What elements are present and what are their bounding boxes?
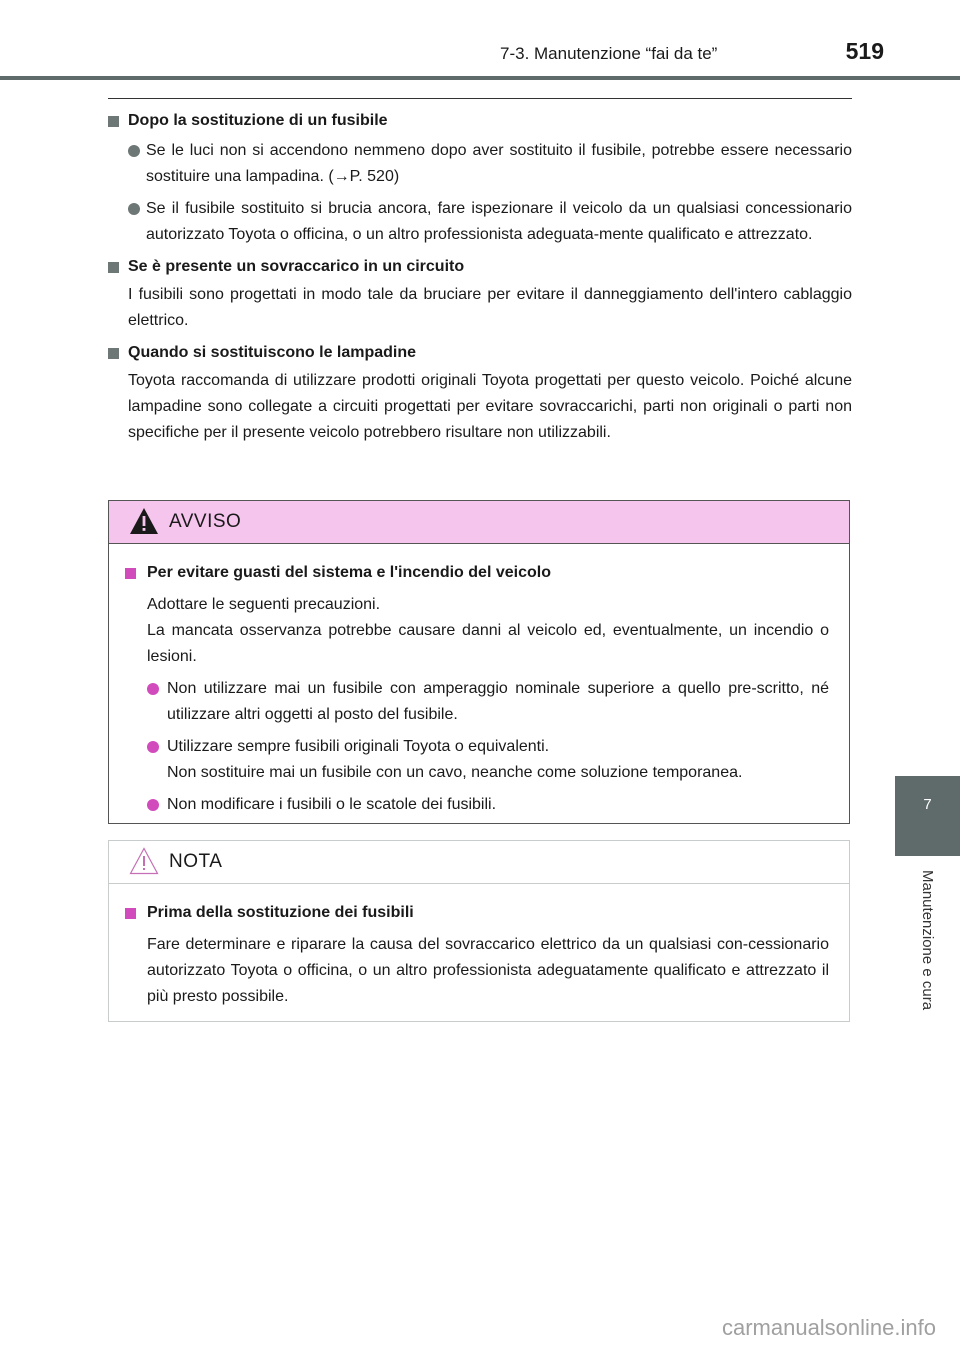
chapter-number: 7	[923, 796, 932, 813]
dot-bullet-icon	[128, 145, 140, 157]
notice-box	[108, 840, 850, 1022]
section-paragraph: I fusibili sono progettati in modo tale da bruciare per evitare il danneggiamento dell'intero cablaggio elettrico.	[128, 286, 852, 329]
square-bullet-icon	[125, 908, 136, 919]
warning-intro: Adottare le seguenti precauzioni. La mancata osservanza potrebbe causare danni al veicolo ed, eventualmente, un incendio o lesioni.	[147, 596, 829, 665]
warning-box	[108, 500, 850, 824]
list-item: Non utilizzare mai un fusibile con amperaggio nominale superiore a quello pre-scritto, né utilizzare altri oggetti al posto del fusibile.	[125, 676, 829, 728]
section-heading: Dopo la sostituzione di un fusibile	[108, 108, 852, 134]
square-bullet-icon	[108, 262, 119, 273]
notice-box-title: NOTA	[169, 851, 223, 872]
header-section-title: 7-3. Manutenzione “fai da te”	[500, 44, 718, 63]
list-item: Utilizzare sempre fusibili originali Toyota o equivalenti. Non sostituire mai un fusibile con un cavo, neanche come soluzione temporanea.	[125, 734, 829, 786]
square-bullet-icon	[125, 568, 136, 579]
dot-bullet-icon	[147, 683, 159, 695]
list-item: Se il fusibile sostituito si brucia ancora, fare ispezionare il veicolo da un qualsiasi concessionario autorizzato Toyota o officina, o un altro professionista adeguata-mente qualificato e attrezzato.	[108, 196, 852, 248]
chapter-label: Manutenzione e cura	[919, 870, 936, 1011]
warning-box-body	[109, 544, 849, 818]
list-item: Non modificare i fusibili o le scatole dei fusibili.	[125, 792, 829, 818]
notice-heading: Prima della sostituzione dei fusibili	[125, 900, 829, 926]
warning-box-header	[109, 501, 849, 544]
page-number: 519	[845, 38, 884, 64]
square-bullet-icon	[108, 116, 119, 127]
notice-triangle-icon	[129, 847, 159, 875]
warning-triangle-icon	[129, 507, 159, 535]
notice-box-body	[109, 884, 849, 1010]
section-paragraph: Toyota raccomanda di utilizzare prodotti originali Toyota progettati per questo veicolo. Poiché alcune lampadine sono collegate a circuiti progettati per evitare sovraccarichi, parti non originali o parti non specifiche per il presente veicolo potrebbero risultare non utilizzabili.	[128, 372, 852, 441]
square-bullet-icon	[108, 348, 119, 359]
dot-bullet-icon	[128, 203, 140, 215]
watermark: carmanualsonline.info	[721, 1315, 936, 1340]
dot-bullet-icon	[147, 741, 159, 753]
list-item: Se le luci non si accendono nemmeno dopo aver sostituito il fusibile, potrebbe essere necessario sostituire una lampadina. (→P. 520)	[108, 138, 852, 190]
section-heading: Quando si sostituiscono le lampadine	[108, 340, 852, 366]
warning-box-title: AVVISO	[169, 511, 242, 532]
content-top-rule	[108, 98, 852, 99]
notice-box-header	[109, 841, 849, 884]
notice-paragraph: Fare determinare e riparare la causa del sovraccarico elettrico da un qualsiasi con-cessionario autorizzato Toyota o officina, o un altro professionista adeguatamente qualificato e attrezzato il più presto possibile.	[147, 936, 829, 1005]
main-content	[108, 108, 852, 452]
section-heading: Se è presente un sovraccarico in un circuito	[108, 254, 852, 280]
header-rule	[0, 76, 960, 80]
dot-bullet-icon	[147, 799, 159, 811]
warning-heading: Per evitare guasti del sistema e l'incendio del veicolo	[125, 560, 829, 586]
chapter-tab	[895, 776, 960, 856]
